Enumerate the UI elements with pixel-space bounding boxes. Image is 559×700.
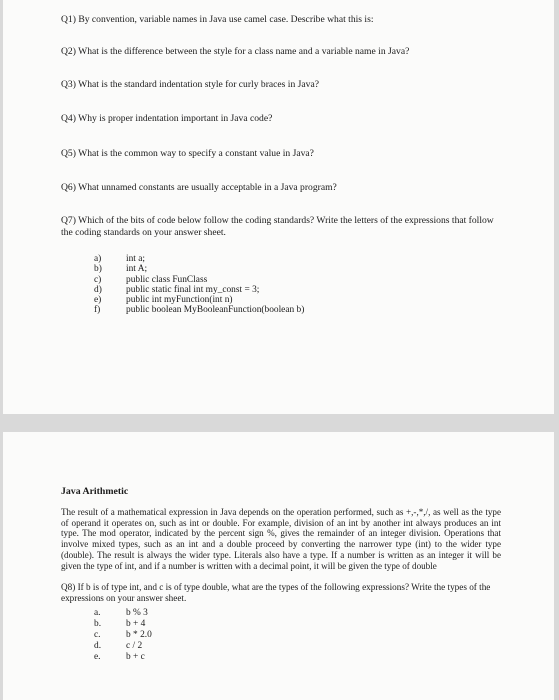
option-code: int a; bbox=[126, 254, 146, 264]
q7-option bbox=[94, 254, 304, 264]
q8-option bbox=[94, 630, 152, 641]
option-code: public class FunClass bbox=[126, 274, 208, 285]
option-letter: d) bbox=[94, 284, 102, 295]
q8-option bbox=[94, 608, 152, 619]
option-expression: b * 2.0 bbox=[126, 630, 152, 640]
option-letter: d. bbox=[94, 641, 102, 651]
option-code: public static final int my_const = 3; bbox=[126, 284, 260, 295]
q8-option bbox=[94, 652, 152, 663]
option-code: int A; bbox=[126, 264, 148, 275]
question-1: Q1) By convention, variable names in Java use camel case. Describe what this is: bbox=[61, 14, 374, 25]
question-5: Q5) What is the common way to specify a constant value in Java? bbox=[61, 148, 314, 159]
worksheet-page-1 bbox=[3, 0, 554, 414]
q7-option bbox=[94, 264, 304, 274]
question-2: Q2) What is the difference between the style for a class name and a variable name in Java? bbox=[61, 46, 410, 57]
section-paragraph: The result of a mathematical expression in Java depends on the operation performed, such as +,-,*,/, as well as the type of operand it operates on, such as int or double. For example, division of an int by another int always produces an int type. The mod operator, indicated by the percent sign %, gives the remainder of an integer division. Operations that involve mixed types, such as an int and a double proceed by converting the narrower type (int) to the wider type (double). The result is always the wider type. Literals also have a type. If a number is written as an integer it will be given the type of int, and if a number is written with a decimal point, it will be given the type of double bbox=[61, 507, 501, 571]
option-letter: e) bbox=[94, 295, 102, 306]
option-letter: b) bbox=[94, 264, 102, 275]
q8-options-list bbox=[94, 608, 152, 663]
question-6: Q6) What unnamed constants are usually acceptable in a Java program? bbox=[61, 182, 337, 193]
section-heading: Java Arithmetic bbox=[61, 486, 129, 497]
question-8: Q8) If b is of type int, and c is of type double, what are the types of the following expressions? Write the types of the expressions on your answer sheet. bbox=[61, 582, 491, 603]
q7-option bbox=[94, 305, 304, 315]
q8-option bbox=[94, 619, 152, 630]
option-expression: b % 3 bbox=[126, 608, 148, 618]
q7-option bbox=[94, 275, 304, 285]
question-7: Q7) Which of the bits of code below follow the coding standards? Write the letters of the expressions that follow the coding standards on your answer sheet. bbox=[61, 215, 494, 238]
option-letter: a. bbox=[94, 608, 101, 618]
option-letter: a) bbox=[94, 254, 102, 264]
question-3: Q3) What is the standard indentation style for curly braces in Java? bbox=[61, 79, 319, 90]
q7-options-list bbox=[94, 254, 304, 316]
option-expression: c / 2 bbox=[126, 641, 143, 651]
option-code: public int myFunction(int n) bbox=[126, 295, 233, 306]
question-4: Q4) Why is proper indentation important in Java code? bbox=[61, 113, 273, 124]
worksheet-page-2 bbox=[3, 432, 554, 700]
q7-option bbox=[94, 285, 304, 295]
option-letter: c) bbox=[94, 274, 102, 285]
option-letter: e. bbox=[94, 652, 101, 662]
option-code: public boolean MyBooleanFunction(boolean b) bbox=[126, 305, 305, 316]
option-letter: c. bbox=[94, 630, 101, 640]
option-expression: b + 4 bbox=[126, 619, 146, 629]
option-expression: b + c bbox=[126, 652, 145, 662]
option-letter: f) bbox=[94, 305, 101, 316]
q8-option bbox=[94, 641, 152, 652]
q7-option bbox=[94, 295, 304, 305]
option-letter: b. bbox=[94, 619, 102, 629]
